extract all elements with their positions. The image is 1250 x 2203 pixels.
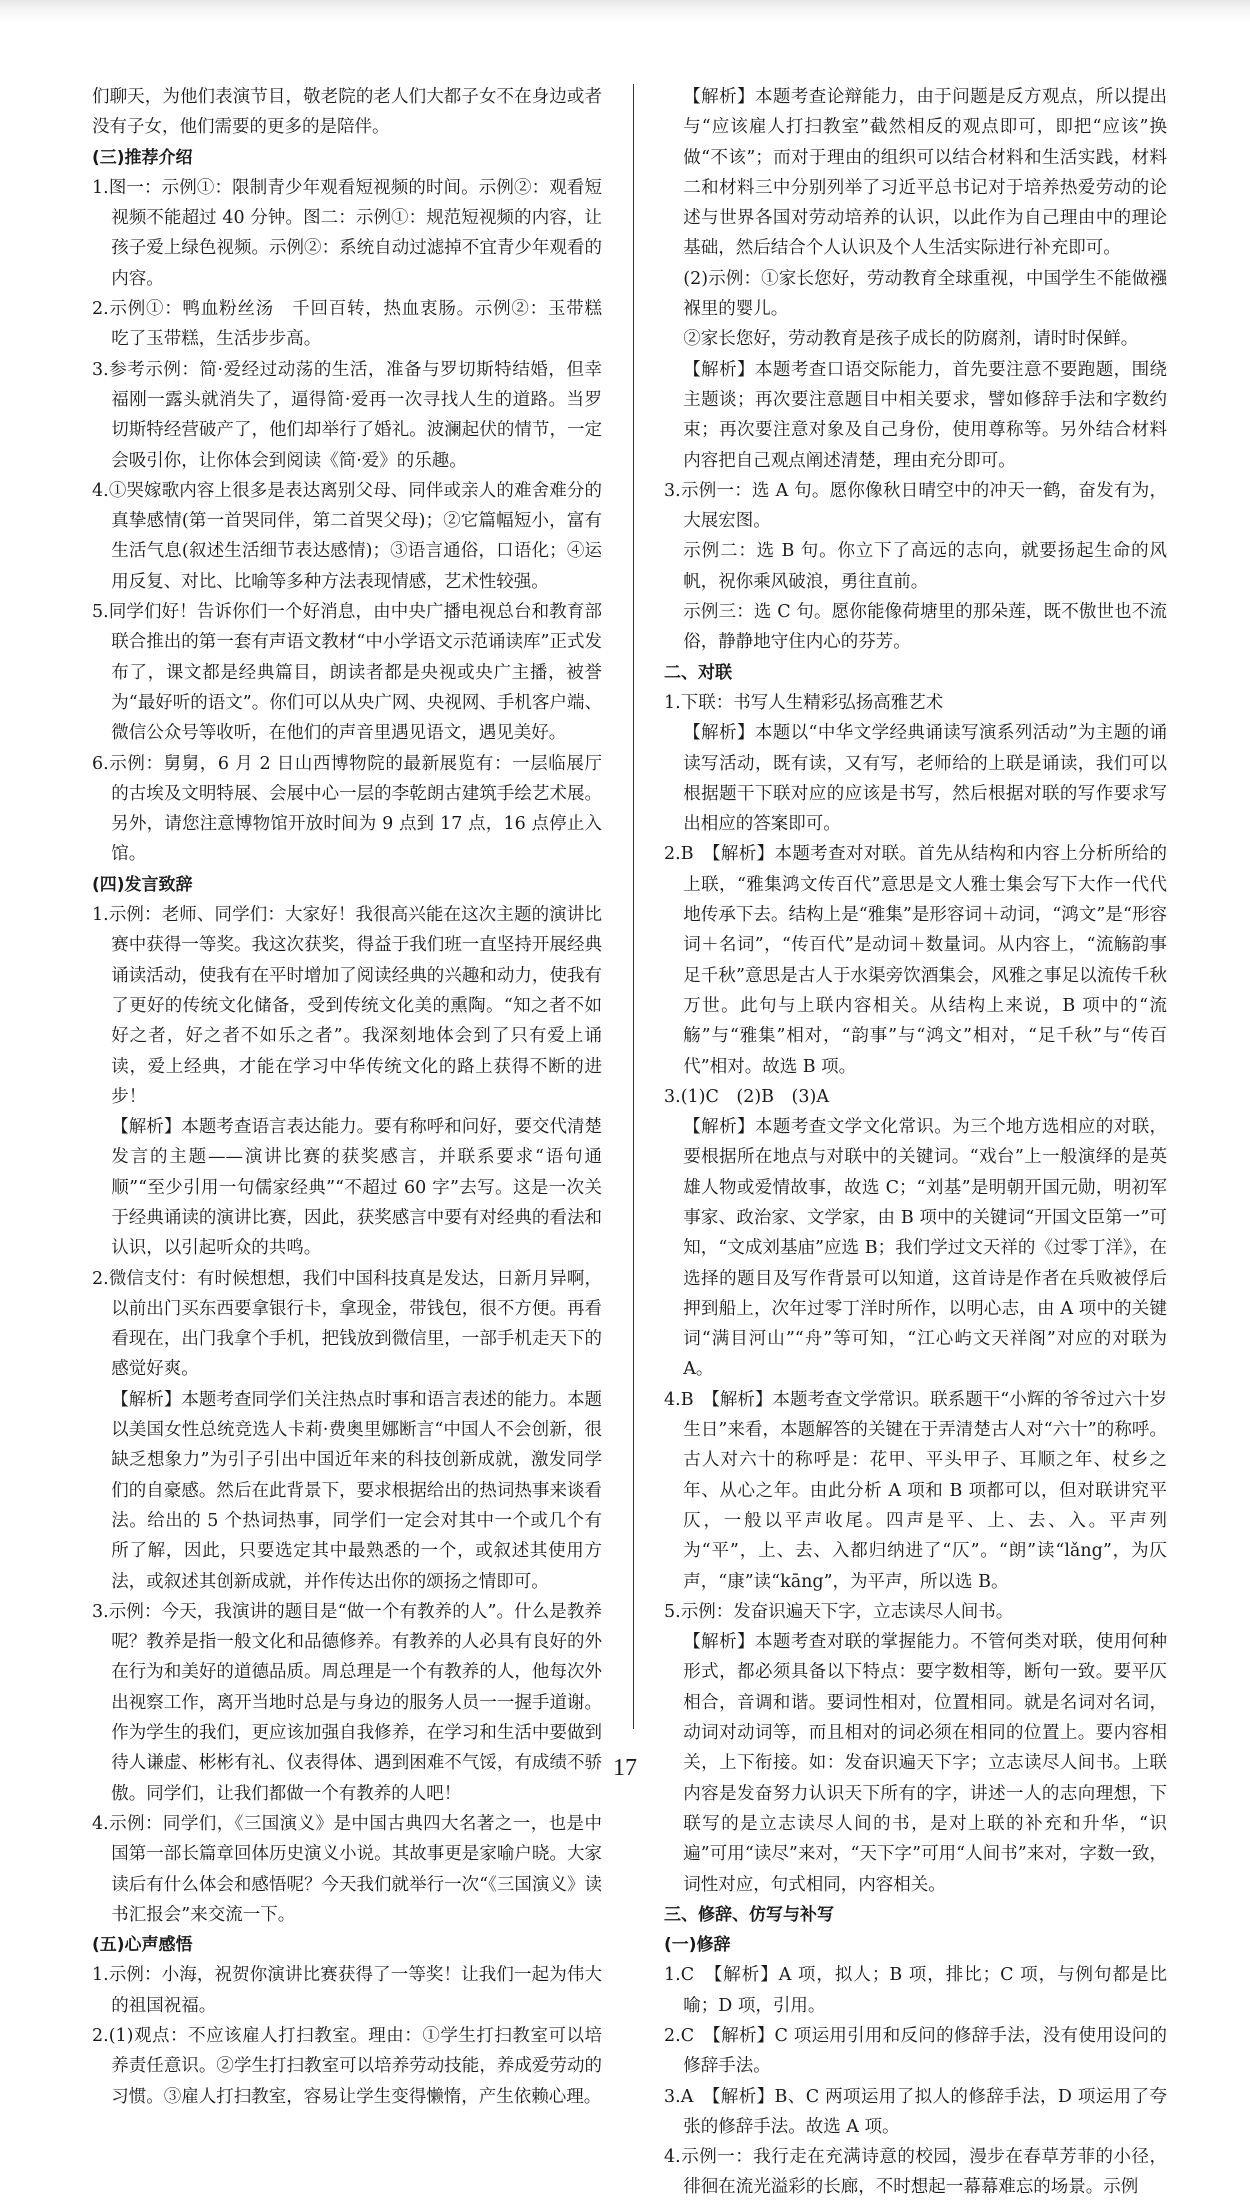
answer-item: 3.示例：今天，我演讲的题目是“做一个有教养的人”。什么是教养呢？教养是指一般文化和品德修养。有教养的人必具有良好的外在行为和美好的道德品质。周总理是一个有教养的人，他每次外出视察工作，离开当地时总是与身边的服务人员一一握手道谢。作为学生的我们，更应该加强自我修养，在学习和生活中要做到待人谦虚、彬彬有礼、仪表得体、遇到困难不气馁，有成绩不骄傲。同学们，让我们都做一个有教养的人吧！ [92,1601,602,1804]
answer-paragraph: ②家长您好，劳动教育是孩子成长的防腐剂，请时时保鲜。 [683,329,1139,350]
answer-paragraph: 们聊天，为他们表演节目，敬老院的老人们大都子女不在身边或者没有子女，他们需要的更多的是陪伴。 [92,87,602,138]
answer-item: 6.示例：舅舅，6 月 2 日山西博物院的最新展览有：一层临展厅的古埃及文明特展、会展中心一层的李乾朗古建筑手绘艺术展。另外，请您注意博物馆开放时间为 9 点到 17 点，16 点停止入馆。 [92,753,602,865]
answer-paragraph: 示例三：选 C 句。愿你能像荷塘里的那朵莲，既不傲世也不流俗，静静地守住内心的芬芳。 [683,602,1167,653]
answer-item: 2.示例①：鸭血粉丝汤 千回百转，热血衷肠。示例②：玉带糕 吃了玉带糕，生活步步高。 [92,299,620,350]
answer-item: 5.同学们好！告诉你们一个好消息，由中央广播电视总台和教育部联合推出的第一套有声语文教材“中小学语文示范诵读库”正式发布了，课文都是经典篇目，朗读者都是央视或央广主播，被誉为“最好听的语文”。你们可以从央广网、央视网、手机客户端、微信公众号等收听，在他们的声音里遇见语文，遇见美好。 [92,602,602,744]
answer-item: 4.示例：同学们，《三国演义》是中国古典四大名著之一，也是中国第一部长篇章回体历史演义小说。其故事更是家喻户晓。大家读后有什么体会和感悟呢？今天我们就举行一次“《三国演义》读书汇报会”来交流一下。 [92,1813,602,1925]
left-column [92,82,620,2112]
answer-item: 1.示例：老师、同学们：大家好！我很高兴能在这次主题的演讲比赛中获得一等奖。我这次获奖，得益于我们班一直坚持开展经典诵读活动，使我有在平时增加了阅读经典的兴趣和动力，使我有了更好的传统文化储备，受到传统文化美的熏陶。“知之者不如好之者，好之者不如乐之者”。我深刻地体会到了只有爱上诵读，爱上经典，才能在学习中华传统文化的路上获得不断的进步！ [92,905,602,1107]
scan-top-shadow [0,0,1250,22]
answer-item: 4.示例一：我行走在充满诗意的校园，漫步在春草芳菲的小径，徘徊在流光溢彩的长廊，不时想起一幕幕难忘的场景。示例 [664,2147,1167,2198]
answer-item: 1.图一：示例①：限制青少年观看短视频的时间。示例②：观看短视频不能超过 40 分钟。图二：示例①：规范短视频的内容，让孩子爱上绿色视频。示例②：系统自动过滤掉不宜青少年观看的内容。 [92,177,602,289]
answer-item: 2.(1)观点：不应该雇人打扫教室。理由：①学生打扫教室可以培养责任意识。②学生打扫教室可以培养劳动技能，养成爱劳动的习惯。③雇人打扫教室，容易让学生变得懒惰，产生依赖心理。 [92,2026,602,2107]
section-heading: 三、修辞、仿写与补写 [664,1904,834,1925]
section-heading: (五)心声感悟 [92,1935,193,1956]
answer-paragraph: 【解析】本题考查语言表达能力。要有称呼和问好，要交代清楚发言的主题——演讲比赛的获奖感言，并联系要求“语句通顺”“至少引用一句儒家经典”“不超过 60 字”去写。这是一次关于经典诵读的演讲比赛，因此，获奖感言中要有对经典的看法和认识，以引起听众的共鸣。 [111,1117,602,1259]
answer-item: 1.C 【解析】A 项，拟人；B 项，排比；C 项，与例句都是比喻；D 项，引用。 [664,1965,1167,2016]
section-heading: 二、对联 [664,662,732,683]
answer-item: 2.微信支付：有时候想想，我们中国科技真是发达，日新月异啊，以前出门买东西要拿银行卡，拿现金，带钱包，很不方便。再看看现在，出门我拿个手机，把钱放到微信里，一部手机走天下的感觉好爽。 [92,1268,602,1380]
answer-item: 3.(1)C (2)B (3)A [664,1086,829,1107]
answer-paragraph: 【解析】本题以“中华文学经典诵读写演系列活动”为主题的诵读写活动，既有读，又有写，老师给的上联是诵读，我们可以根据题干下联对应的应该是书写，然后根据对联的写作要求写出相应的答案即可。 [683,723,1167,835]
answer-paragraph: 【解析】本题考查口语交际能力，首先要注意不要跑题，围绕主题谈；再次要注意题目中相关要求，譬如修辞手法和字数约束；再次要注意对象及自己身份，使用尊称等。另外结合材料内容把自己观点阐述清楚，理由充分即可。 [683,359,1167,471]
answer-item: 5.示例：发奋识遍天下字，立志读尽人间书。 [664,1601,1014,1622]
answer-item: 2.C 【解析】C 项运用引用和反问的修辞手法，没有使用设问的修辞手法。 [664,2026,1167,2077]
answer-item: 3.A 【解析】B、C 两项运用了拟人的修辞手法，D 项运用了夸张的修辞手法。故选 A 项。 [664,2086,1167,2137]
answer-item: 4.①哭嫁歌内容上很多是表达离别父母、同伴或亲人的难舍难分的真挚感情(第一首哭同伴，第二首哭父母)；②它篇幅短小，富有生活气息(叙述生活细节表达感情)；③语言通俗，口语化；④运用反复、对比、比喻等多种方法表现情感，艺术性较强。 [92,480,602,592]
section-heading: (四)发言致辞 [92,874,193,895]
right-column [664,82,1167,2203]
page-number: 17 [613,1755,637,1781]
section-heading: (三)推荐介绍 [92,147,193,168]
answer-item: 1.示例：小海，祝贺你演讲比赛获得了一等奖！让我们一起为伟大的祖国祝福。 [92,1965,602,2016]
answer-item: 3.示例一：选 A 句。愿你像秋日晴空中的冲天一鹤，奋发有为，大展宏图。 [664,480,1167,532]
answer-paragraph: (2)示例：①家长您好，劳动教育全球重视，中国学生不能做襁褓里的婴儿。 [683,268,1167,320]
section-heading: (一)修辞 [664,1935,731,1956]
column-divider [633,84,634,1729]
answer-item: 3.参考示例：简·爱经过动荡的生活，准备与罗切斯特结婚，但幸福刚一露头就消失了，逼得简·爱再一次寻找人生的道路。当罗切斯特经营破产了，他们却举行了婚礼。波澜起伏的情节，一定会吸引你，让你体会到阅读《简·爱》的乐趣。 [92,359,602,471]
answer-paragraph: 【解析】本题考查文学文化常识。为三个地方选相应的对联，要根据所在地点与对联中的关键词。“戏台”上一般演绎的是英雄人物或爱情故事，故选 C；“刘基”是明朝开国元勋，明初军事家、政治家、文学家，由 B 项中的关键词“开国文臣第一”可知，“文成刘基庙”应选 B；我们学过文天祥的《过零丁洋》，在选择的题目及写作背景可以知道，这首诗是作者在兵败被俘后押到船上，次年过零丁洋时所作，以明心志，由 A 项中的关键词“满目河山”“舟”等可知，“江心屿文天祥阁”对应的对联为 A。 [683,1117,1167,1380]
answer-paragraph: 【解析】本题考查论辩能力，由于问题是反方观点，所以提出与“应该雇人打扫教室”截然相反的观点即可，即把“应该”换做“不该”；而对于理由的组织可以结合材料和生活实践，材料二和材料三中分别列举了习近平总书记对于培养热爱劳动的论述与世界各国对劳动培养的认识，以此作为自己理由中的理论基础，然后结合个人认识及个人生活实际进行补充即可。 [683,87,1167,259]
answer-item: 2.B 【解析】本题考查对对联。首先从结构和内容上分析所给的上联，“雅集鸿文传百代”意思是文人雅士集会写下大作一代代地传承下去。结构上是“雅集”是形容词＋动词，“鸿文”是“形容词＋名词”，“传百代”是动词＋数量词。从内容上，“流觞韵事足千秋”意思是古人于水渠旁饮酒集会，风雅之事足以流传千秋万世。此句与上联内容相关。从结构上来说，B 项中的“流觞”与“雅集”相对，“韵事”与“鸿文”相对，“足千秋”与“传百代”相对。故选 B 项。 [664,844,1167,1077]
answer-paragraph: 示例二：选 B 句。你立下了高远的志向，就要扬起生命的风帆，祝你乘风破浪，勇往直前。 [683,541,1167,592]
answer-item: 4.B 【解析】本题考查文学常识。联系题干“小辉的爷爷过六十岁生日”来看，本题解答的关键在于弄清楚古人对“六十”的称呼。古人对六十的称呼是：花甲、平头甲子、耳顺之年、杖乡之年、从心之年。由此分析 A 项和 B 项都可以，但对联讲究平仄，一般以平声收尾。四声是平、上、去、入。平声列为“平”，上、去、入都归纳进了“仄”。“朗”读“lǎng”，为仄声，“康”读“kāng”，为平声，所以选 B。 [664,1389,1167,1592]
answer-item: 1.下联：书写人生精彩弘扬高雅艺术 [664,692,944,713]
answer-paragraph: 【解析】本题考查同学们关注热点时事和语言表述的能力。本题以美国女性总统竞选人卡莉·费奥里娜断言“中国人不会创新，很缺乏想象力”为引子引出中国近年来的科技创新成就，激发同学们的自豪感。然后在此背景下，要求根据给出的热词热事来谈看法。给出的 5 个热词热事，同学们一定会对其中一个或几个有所了解，因此，只要选定其中最熟悉的一个，或叙述其使用方法，或叙述其创新成就，并作传达出你的颂扬之情即可。 [111,1389,602,1592]
answer-paragraph: 【解析】本题考查对联的掌握能力。不管何类对联，使用何种形式，都必须具备以下特点：要字数相等，断句一致。要平仄相合，音调和谐。要词性相对，位置相同。就是名词对名词，动词对动词等，而且相对的词必须在相同的位置上。要内容相关，上下衔接。如：发奋识遍天下字；立志读尽人间书。上联内容是发奋努力认识天下所有的字，讲述一人的志向理想，下联写的是立志读尽人间的书，是对上联的补充和升华，“识遍”可用“读尽”来对，“天下字”可用“人间书”来对，字数一致，词性对应，句式相同，内容相关。 [683,1632,1167,1895]
